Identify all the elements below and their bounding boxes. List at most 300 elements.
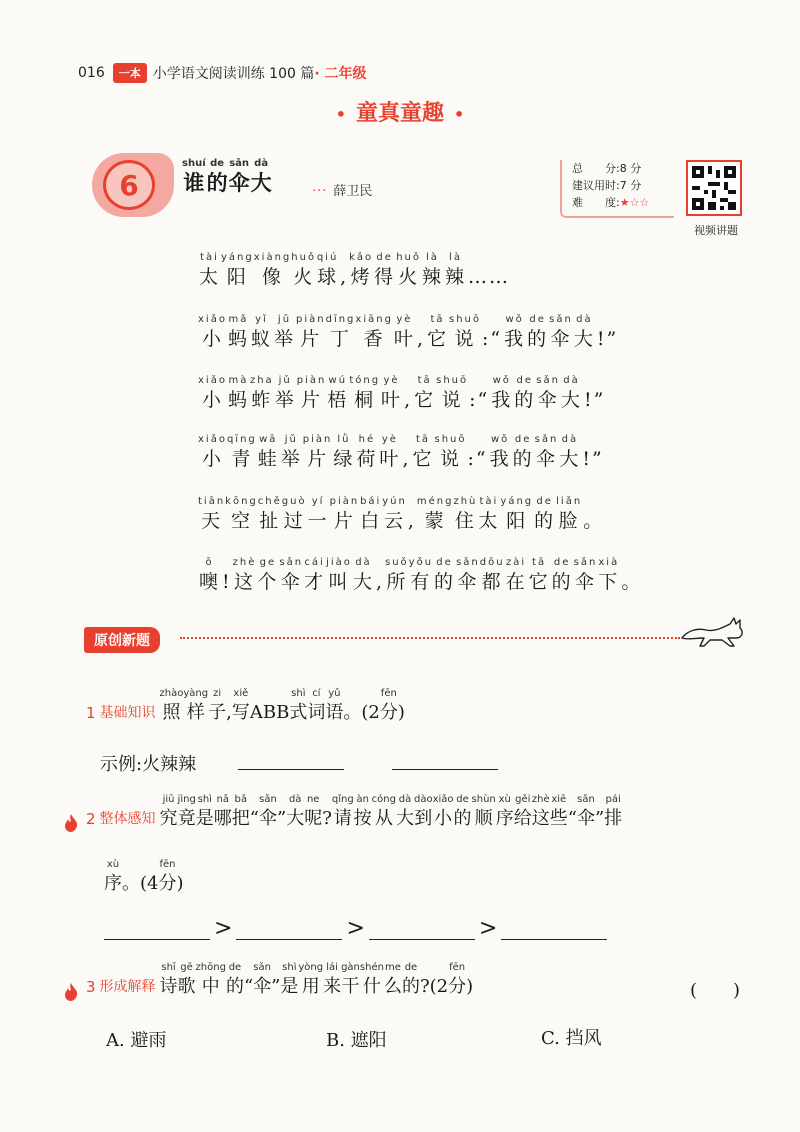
ruby-char xyxy=(558,434,581,472)
answer-blank[interactable] xyxy=(236,938,342,940)
ruby-char xyxy=(503,314,526,352)
pinyin: fēn xyxy=(380,688,397,699)
ruby-char xyxy=(489,434,512,472)
pinyin: jǔ xyxy=(277,314,292,325)
ruby-char xyxy=(330,496,360,534)
hanzi: 阳 xyxy=(226,266,248,288)
pinyin: dà xyxy=(398,794,412,805)
pinyin: liǎn xyxy=(556,496,583,507)
hanzi: , xyxy=(404,389,413,411)
hanzi: :“ xyxy=(467,448,488,470)
ruby-char xyxy=(533,496,556,534)
ruby-char xyxy=(254,252,292,290)
author-name: 薛卫民 xyxy=(333,184,373,199)
pinyin: wǒ xyxy=(491,434,510,445)
ruby-char xyxy=(355,434,378,472)
brand-logo: 一本 xyxy=(113,63,147,83)
hanzi: 所 xyxy=(386,571,408,593)
hanzi: 太 xyxy=(478,510,500,532)
ruby-char xyxy=(556,496,582,534)
poem-line xyxy=(198,557,643,595)
punctuation xyxy=(122,859,158,897)
hanzi: 大 xyxy=(573,328,595,350)
pinyin: de xyxy=(529,314,546,325)
hanzi: 蚁 xyxy=(250,328,272,350)
ruby-char xyxy=(396,794,414,832)
pinyin: shuō xyxy=(436,375,469,386)
ruby-char xyxy=(289,688,307,726)
hanzi: 我 xyxy=(491,389,513,411)
pinyin xyxy=(404,434,409,446)
pinyin: gē xyxy=(180,962,193,973)
punctuation xyxy=(250,688,289,726)
ruby-char xyxy=(303,434,333,472)
hanzi: 小 xyxy=(201,389,223,411)
pinyin: là xyxy=(426,252,439,263)
hanzi: 伞 xyxy=(280,571,302,593)
poem-line xyxy=(198,496,605,534)
hanzi: 么 xyxy=(383,976,402,997)
hanzi: , xyxy=(226,702,232,723)
ruby-char xyxy=(250,375,274,413)
punctuation xyxy=(583,375,606,413)
ruby-char xyxy=(298,962,323,1000)
pinyin: xià xyxy=(598,557,620,568)
pinyin xyxy=(325,794,328,806)
ruby-char xyxy=(256,557,279,595)
pinyin: shì xyxy=(291,688,306,699)
ruby-char xyxy=(526,314,549,352)
hanzi: ” xyxy=(594,808,605,829)
ruby-char xyxy=(227,434,257,472)
pinyin: yǔ xyxy=(328,688,341,699)
ruby-char xyxy=(359,496,382,534)
hanzi: 伞 xyxy=(253,976,272,997)
hanzi: 才 xyxy=(304,571,326,593)
pinyin: shuō xyxy=(434,434,467,445)
hanzi: 辣 xyxy=(445,266,467,288)
ruby-char xyxy=(472,794,496,832)
hanzi: 火 xyxy=(398,266,420,288)
answer-blank[interactable] xyxy=(392,768,498,770)
pinyin xyxy=(592,375,597,387)
punctuation xyxy=(403,375,413,413)
pinyin: xiàng xyxy=(253,252,292,263)
ruby-char xyxy=(454,794,472,832)
ruby-char xyxy=(178,794,196,832)
ruby-char xyxy=(354,794,372,832)
pinyin xyxy=(489,314,494,326)
hanzi: 扯 xyxy=(259,510,281,532)
hanzi: 到 xyxy=(414,808,433,829)
hanzi: 它 xyxy=(426,328,448,350)
hanzi: 太 xyxy=(199,266,221,288)
question-2-continued xyxy=(104,859,184,897)
pinyin: tài xyxy=(479,496,499,507)
hanzi: !” xyxy=(582,448,604,470)
pinyin: piàn xyxy=(296,375,327,386)
total-score: 总 分:8 分 xyxy=(572,162,642,175)
punctuation xyxy=(398,688,405,726)
pinyin: sǎn xyxy=(577,794,595,805)
pinyin: jǔ xyxy=(278,375,292,386)
answer-blank[interactable] xyxy=(501,938,607,940)
page-number: 016 xyxy=(78,65,105,81)
ruby-char xyxy=(178,962,196,1000)
ruby-char xyxy=(378,434,401,472)
hanzi: 竟 xyxy=(177,808,196,829)
pinyin xyxy=(178,859,181,871)
pinyin: bǎ xyxy=(234,794,248,805)
hanzi: 个 xyxy=(257,571,279,593)
pinyin: yòng xyxy=(298,962,324,973)
hanzi: 蛙 xyxy=(257,448,279,470)
ruby-char xyxy=(382,496,407,534)
pinyin: guò xyxy=(281,496,307,507)
ruby-char xyxy=(227,375,250,413)
hanzi: ) xyxy=(466,976,474,997)
ruby-char xyxy=(286,794,304,832)
series-title: 小学语文阅读训练 100 篇 xyxy=(152,66,315,82)
page-header xyxy=(78,63,367,83)
pinyin: zhōng xyxy=(195,962,226,973)
hanzi: 叫 xyxy=(328,571,350,593)
pinyin: tā xyxy=(415,434,431,445)
ruby-char xyxy=(573,314,596,352)
hanzi: ) xyxy=(397,702,405,723)
ruby-char xyxy=(384,962,402,1000)
hanzi: 一 xyxy=(307,510,329,532)
ruby-char xyxy=(528,557,551,595)
pinyin xyxy=(475,434,480,446)
pinyin: àn xyxy=(356,794,369,805)
hanzi: 写 xyxy=(231,702,250,723)
pinyin: lǜ xyxy=(337,434,351,445)
hanzi: 大 xyxy=(286,808,305,829)
hanzi: 片 xyxy=(300,389,322,411)
pinyin: jiào xyxy=(326,557,352,568)
pinyin: jìng xyxy=(177,794,196,805)
pinyin xyxy=(280,794,283,806)
pinyin: de xyxy=(516,375,534,386)
hanzi: 绿 xyxy=(333,448,355,470)
hanzi: 阳 xyxy=(506,510,528,532)
question-number: 2 xyxy=(86,810,96,828)
hanzi: 荷 xyxy=(356,448,378,470)
pinyin: dīng xyxy=(325,314,356,325)
hanzi: 的 xyxy=(434,571,456,593)
option-c[interactable]: C. 挡风 xyxy=(541,1028,602,1049)
ruby-char xyxy=(436,375,468,413)
pinyin: fēn xyxy=(159,859,176,870)
lesson-title xyxy=(182,158,273,196)
pinyin: yáng xyxy=(221,252,254,263)
section-divider xyxy=(180,637,680,639)
qr-code-icon[interactable] xyxy=(686,160,742,216)
hanzi: 按 xyxy=(353,808,372,829)
hanzi: 大 xyxy=(395,808,414,829)
pinyin: cái xyxy=(304,557,325,568)
pinyin xyxy=(400,688,403,700)
hanzi: 大 xyxy=(559,448,581,470)
pinyin: xiāng xyxy=(355,314,393,325)
hanzi: 是 xyxy=(195,808,214,829)
ruby-char xyxy=(417,496,454,534)
pinyin: de xyxy=(536,496,553,507)
hanzi: 伞 xyxy=(259,808,277,829)
hanzi: ” xyxy=(277,808,287,829)
poem-line xyxy=(198,314,619,352)
pinyin: gěi xyxy=(515,794,531,805)
punctuation xyxy=(582,496,605,534)
pinyin: piàn xyxy=(296,314,326,325)
pinyin xyxy=(629,557,634,569)
ruby-char xyxy=(253,962,271,1000)
hanzi: 的 xyxy=(512,448,534,470)
pinyin: sǎn xyxy=(573,557,598,568)
pinyin xyxy=(224,557,229,569)
pinyin: sǎn xyxy=(534,434,559,445)
answer-bracket[interactable]: ( ) xyxy=(690,980,741,1001)
pinyin: dà xyxy=(563,375,580,386)
ruby-char xyxy=(297,375,327,413)
hanzi: 语 xyxy=(325,702,344,723)
ruby-char xyxy=(409,557,433,595)
ruby-char xyxy=(574,557,598,595)
hanzi: 究 xyxy=(159,808,178,829)
hanzi: 空 xyxy=(230,510,252,532)
flame-icon xyxy=(64,983,78,1001)
hanzi: 蚱 xyxy=(251,389,273,411)
pinyin: qīng xyxy=(226,434,257,445)
pinyin: xiǎo xyxy=(198,314,227,325)
pinyin: sǎn xyxy=(536,375,560,386)
pinyin: yè xyxy=(383,375,400,386)
pinyin: zha xyxy=(249,375,274,386)
hanzi: 片 xyxy=(307,448,329,470)
difficulty: 难 度:★☆☆ xyxy=(572,196,650,209)
ruby-char xyxy=(433,557,456,595)
poem-line xyxy=(198,434,605,472)
pinyin: qǐng xyxy=(331,794,354,805)
title-char xyxy=(182,158,206,196)
video-label: 视频讲题 xyxy=(694,224,738,237)
pinyin: gàn xyxy=(341,962,360,973)
ruby-char xyxy=(421,252,444,290)
ruby-char xyxy=(513,375,536,413)
hanzi: 火 xyxy=(293,266,315,288)
hanzi: 分 xyxy=(158,873,177,894)
ruby-char xyxy=(196,794,214,832)
pinyin: mà xyxy=(228,375,249,386)
hanzi: 都 xyxy=(481,571,503,593)
answer-blank[interactable] xyxy=(369,938,475,940)
ruby-char xyxy=(549,314,573,352)
ruby-char xyxy=(158,859,176,897)
pinyin: sǎn xyxy=(229,158,250,169)
ruby-char xyxy=(274,375,297,413)
ruby-char xyxy=(372,794,396,832)
ruby-char xyxy=(480,557,505,595)
hanzi: 来 xyxy=(323,976,342,997)
ruby-char xyxy=(355,314,393,352)
pinyin: yàng xyxy=(183,688,209,699)
flame-icon xyxy=(64,814,78,832)
punctuation xyxy=(221,557,233,595)
ruby-char xyxy=(160,688,184,726)
hanzi: 球 xyxy=(317,266,339,288)
pinyin: dōu xyxy=(479,557,505,568)
hanzi: 像 xyxy=(262,266,284,288)
author-line: ··· 薛卫民 xyxy=(312,184,373,199)
ruby-char xyxy=(326,314,356,352)
pinyin: de xyxy=(553,557,571,568)
punctuation xyxy=(467,434,489,472)
ruby-char xyxy=(232,794,250,832)
pinyin: yè xyxy=(381,434,398,445)
hanzi: 谁 xyxy=(183,171,205,195)
pinyin: yí xyxy=(311,496,325,507)
answer-blank[interactable] xyxy=(104,938,210,940)
option-b[interactable]: B. 遮阳 xyxy=(326,1030,387,1051)
hanzi: 香 xyxy=(363,328,385,350)
ruby-char xyxy=(433,794,454,832)
ruby-char xyxy=(453,496,477,534)
hanzi: 烤 xyxy=(350,266,372,288)
punctuation xyxy=(595,794,604,832)
pinyin: xù xyxy=(498,794,511,805)
pinyin: zi xyxy=(213,688,222,699)
ruby-char xyxy=(444,252,467,290)
ruby-char xyxy=(198,375,227,413)
ruby-char xyxy=(373,252,396,290)
example-line xyxy=(100,750,498,776)
pinyin: nǎ xyxy=(216,794,230,805)
hanzi: 白 xyxy=(360,510,382,532)
ruby-char xyxy=(307,496,330,534)
pinyin xyxy=(405,375,410,387)
pinyin xyxy=(590,434,595,446)
hanzi: 呢 xyxy=(304,808,323,829)
pinyin: shùn xyxy=(471,794,496,805)
pinyin: huǒ xyxy=(396,252,421,263)
hanzi: 大 xyxy=(250,171,272,195)
pinyin: zhè xyxy=(232,557,257,568)
title-char xyxy=(251,158,272,196)
hanzi: 过 xyxy=(283,510,305,532)
hanzi: 哪 xyxy=(213,808,232,829)
ruby-char xyxy=(282,496,307,534)
hanzi: 住 xyxy=(454,510,476,532)
ruby-char xyxy=(560,375,583,413)
hanzi: 大 xyxy=(560,389,582,411)
punctuation xyxy=(620,557,643,595)
pinyin: dà xyxy=(355,557,372,568)
theme-title: 童真童趣 xyxy=(355,101,444,126)
pinyin: kǎo xyxy=(349,252,374,263)
pinyin: tā xyxy=(532,557,547,568)
ruby-char xyxy=(385,557,409,595)
pinyin: wǒ xyxy=(492,375,511,386)
pinyin: dà xyxy=(576,314,593,325)
hanzi: 它 xyxy=(412,448,434,470)
section-banner: 原创新题 xyxy=(84,627,160,653)
punctuation xyxy=(250,794,259,832)
pinyin: fēn xyxy=(449,962,466,973)
ruby-char xyxy=(198,314,227,352)
pinyin xyxy=(477,375,482,387)
ruby-char xyxy=(532,794,550,832)
hanzi: 词 xyxy=(307,702,326,723)
hanzi: 序 xyxy=(495,808,514,829)
punctuation xyxy=(277,794,286,832)
poem-line xyxy=(198,375,606,413)
ruby-char xyxy=(198,496,225,534)
hanzi: 的 xyxy=(534,510,556,532)
ruby-char xyxy=(332,794,354,832)
pinyin: jiū xyxy=(162,794,175,805)
punctuation xyxy=(375,557,385,595)
pinyin xyxy=(571,794,574,806)
question-1 xyxy=(86,688,405,726)
hanzi: 说 xyxy=(441,389,463,411)
pinyin: cí xyxy=(312,688,321,699)
hanzi: 。(4 xyxy=(122,873,159,894)
hanzi: 把 xyxy=(231,808,250,829)
ruby-char xyxy=(393,314,416,352)
question-3 xyxy=(86,962,473,1000)
hanzi: 青 xyxy=(231,448,253,470)
hanzi: 样 xyxy=(186,702,205,723)
ruby-char xyxy=(316,252,339,290)
ruby-char xyxy=(280,962,298,1000)
pinyin xyxy=(598,794,601,806)
pinyin: wā xyxy=(259,434,278,445)
ruby-char xyxy=(279,557,303,595)
question-2 xyxy=(86,794,622,832)
pinyin: yún xyxy=(382,496,407,507)
hanzi: 给 xyxy=(513,808,532,829)
hanzi: !” xyxy=(596,328,619,350)
hanzi: 我 xyxy=(489,448,511,470)
hanzi: 蚂 xyxy=(227,389,249,411)
hanzi: 桐 xyxy=(354,389,376,411)
pinyin: xù xyxy=(106,859,120,870)
answer-blank[interactable] xyxy=(238,768,344,770)
hanzi: 小 xyxy=(201,328,223,350)
pinyin: shī xyxy=(161,962,176,973)
ruby-char xyxy=(232,688,250,726)
punctuation xyxy=(581,434,604,472)
ruby-char xyxy=(396,252,421,290)
pinyin: sǎn xyxy=(549,314,573,325)
option-a[interactable]: A. 避雨 xyxy=(106,1030,167,1051)
hanzi: 蒙 xyxy=(424,510,446,532)
pinyin: yǒu xyxy=(408,557,434,568)
hanzi: 举 xyxy=(274,389,296,411)
ruby-char xyxy=(332,434,355,472)
question-category: 形成解释 xyxy=(99,979,156,995)
question-number: 1 xyxy=(86,704,96,722)
ruby-char xyxy=(323,962,341,1000)
hanzi: 照 xyxy=(162,702,181,723)
pinyin xyxy=(360,688,363,700)
pinyin: shuí xyxy=(182,158,206,169)
ruby-char xyxy=(550,794,568,832)
hanzi: 些 xyxy=(549,808,568,829)
ruby-char xyxy=(196,962,226,1000)
title-char xyxy=(207,158,228,196)
